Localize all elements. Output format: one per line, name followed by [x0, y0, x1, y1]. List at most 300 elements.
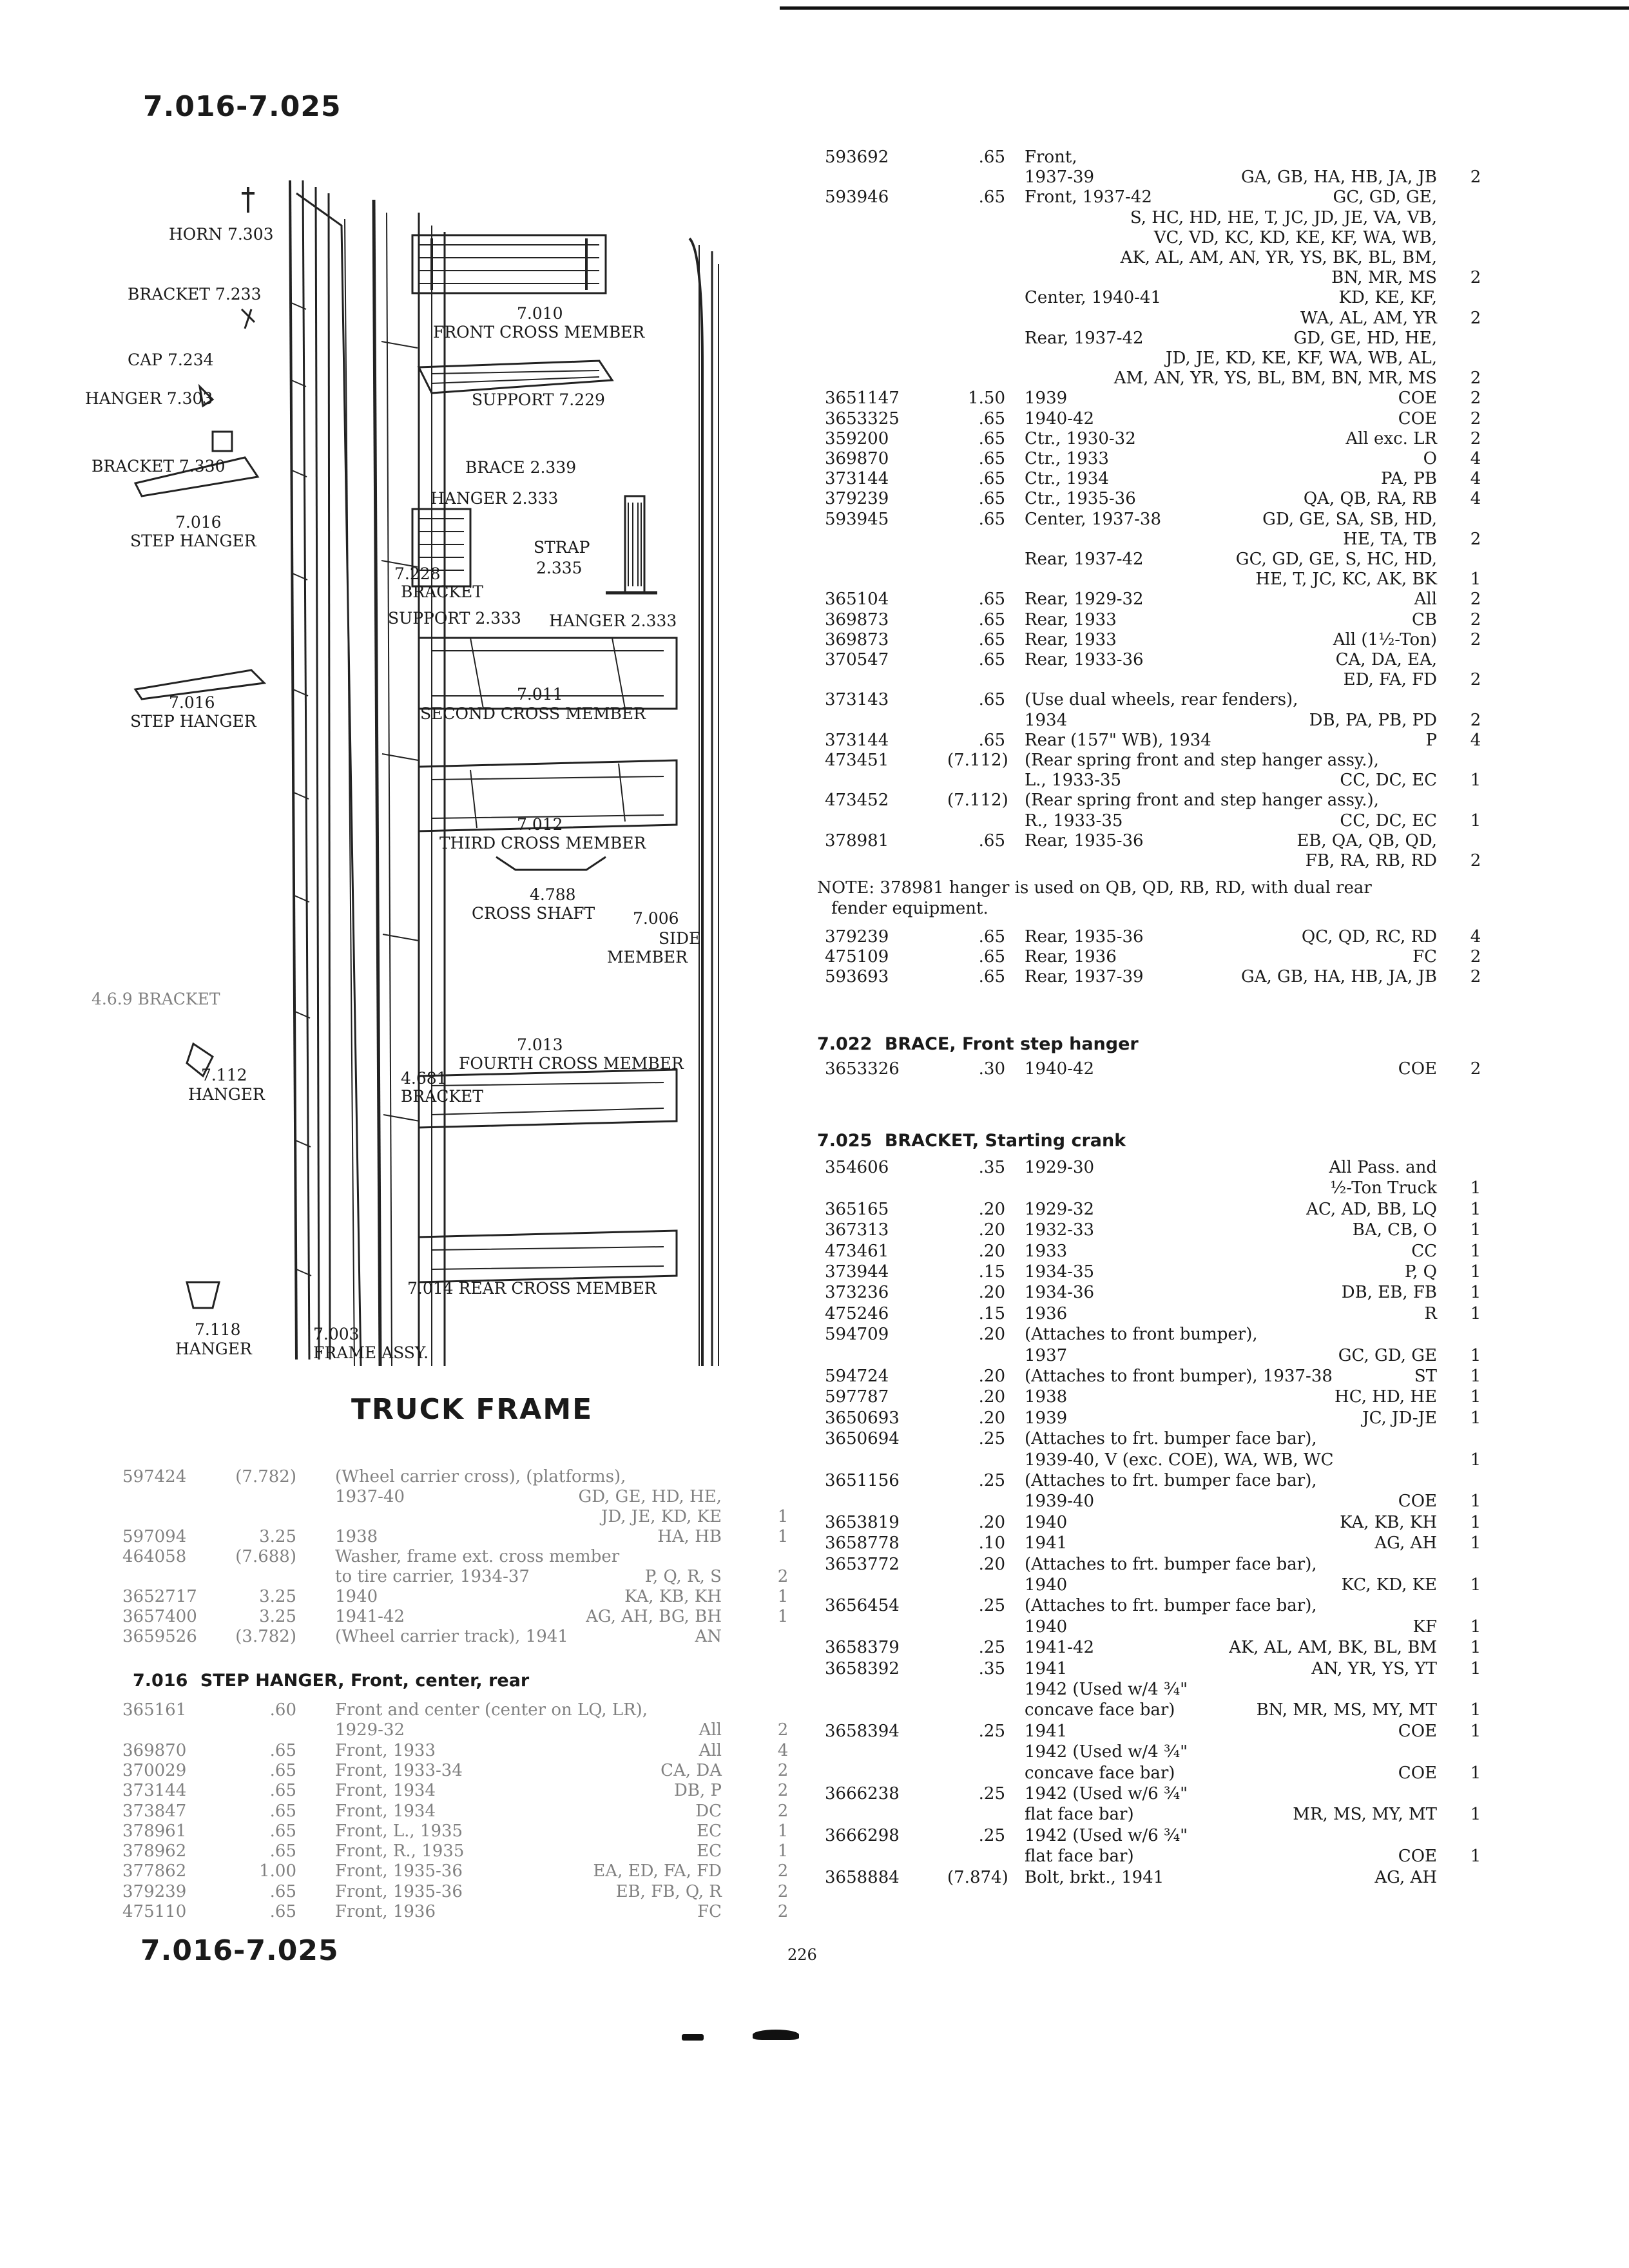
price: .15 — [978, 1262, 1005, 1282]
models: All — [699, 1740, 722, 1760]
label-hanger-2333-b: HANGER 2.333 — [549, 611, 677, 630]
table-row — [825, 450, 1495, 470]
description: 1934 — [1025, 710, 1068, 730]
price: .65 — [978, 831, 1005, 850]
models: COE — [1398, 1763, 1437, 1783]
part-number: 593945 — [825, 509, 889, 529]
price: 1.00 — [259, 1861, 296, 1881]
models: CA, DA — [660, 1760, 722, 1780]
quantity: 1 — [1470, 1345, 1481, 1365]
models: AG, AH — [1374, 1867, 1437, 1887]
table-row — [825, 1221, 1495, 1242]
description: Front, R., 1935 — [335, 1841, 465, 1861]
models: BN, MR, MS, MY, MT — [1256, 1700, 1437, 1720]
price: .20 — [978, 1241, 1005, 1261]
table-row — [825, 510, 1495, 530]
table-row — [825, 1847, 1495, 1868]
models: WA, AL, AM, YR — [1300, 308, 1437, 328]
models: AG, AH, BG, BH — [586, 1607, 722, 1626]
price: .65 — [978, 967, 1005, 986]
quantity: 1 — [1470, 1512, 1481, 1532]
label-hanger-7112-number: 7.112 — [201, 1066, 247, 1084]
label-rear-cross-member: 7.014 REAR CROSS MEMBER — [407, 1279, 657, 1298]
description: 1941-42 — [1025, 1638, 1095, 1658]
table-row — [825, 948, 1495, 968]
table-row — [825, 369, 1495, 389]
quantity: 1 — [1470, 1847, 1481, 1867]
part-number: 3651147 — [825, 389, 900, 408]
description: 1939 — [1025, 389, 1068, 408]
models: P — [1425, 730, 1437, 750]
description: (Attaches to frt. bumper face bar), — [1025, 1471, 1317, 1490]
note-line-2: fender equipment. — [831, 899, 988, 918]
models: S, HC, HD, HE, T, JC, JD, JE, VA, VB, — [1130, 207, 1437, 227]
models: HA, HB — [657, 1527, 722, 1546]
table-row — [825, 570, 1495, 590]
table-row — [825, 852, 1495, 872]
price: .25 — [978, 1784, 1005, 1803]
description: 1940 — [335, 1587, 378, 1606]
label-bracket-4681-number: 4.681 — [401, 1069, 447, 1088]
table-row — [825, 711, 1495, 731]
models: CA, DA, EA, — [1335, 650, 1437, 669]
models: COE — [1398, 1847, 1437, 1867]
models: KD, KE, KF, — [1338, 288, 1437, 308]
models: EC — [697, 1821, 722, 1841]
part-number: 3653325 — [825, 408, 900, 428]
table-row — [825, 329, 1495, 349]
part-number: 473451 — [825, 751, 889, 770]
models: GD, GE, HD, HE, — [578, 1487, 722, 1506]
table-row — [825, 731, 1495, 751]
table-row — [825, 832, 1495, 852]
price: 3.25 — [259, 1587, 296, 1606]
models: DB, EB, FB — [1341, 1283, 1437, 1303]
table-row — [825, 771, 1495, 791]
price: 1.50 — [968, 389, 1005, 408]
table-row — [825, 550, 1495, 570]
part-number: 464058 — [122, 1547, 187, 1566]
label-front-cross-number: 7.010 — [517, 304, 563, 323]
label-bracket-7228-number: 7.228 — [394, 564, 441, 583]
table-row — [825, 1534, 1495, 1555]
models: CB — [1412, 610, 1437, 629]
models: KF — [1412, 1617, 1437, 1637]
part-number: 379239 — [825, 489, 889, 509]
price: .65 — [978, 730, 1005, 750]
label-side-member-b: MEMBER — [607, 948, 688, 966]
quantity: 2 — [1470, 389, 1481, 408]
quantity: 4 — [1470, 730, 1481, 750]
quantity: 1 — [1470, 1575, 1481, 1595]
models: AK, AL, AM, AN, YR, YS, BK, BL, BM, — [1120, 248, 1437, 267]
models: JC, JD-JE — [1362, 1408, 1437, 1428]
part-number: 369870 — [825, 449, 889, 468]
price: .65 — [978, 187, 1005, 207]
description: 1941 — [1025, 1658, 1068, 1678]
price: .20 — [978, 1325, 1005, 1345]
description: Front, 1935-36 — [335, 1861, 463, 1881]
table-row — [825, 791, 1495, 811]
table-row — [122, 1508, 799, 1528]
section-7016-number: 7.016 — [133, 1671, 188, 1691]
description: 1942 (Used w/6 ¾" — [1025, 1825, 1188, 1845]
part-number: 3653772 — [825, 1554, 900, 1574]
description: Ctr., 1934 — [1025, 469, 1109, 489]
price: .25 — [978, 1429, 1005, 1449]
models: JD, JE, KD, KE — [601, 1507, 722, 1526]
quantity: 4 — [1470, 449, 1481, 468]
models: JD, JE, KD, KE, KF, WA, WB, AL, — [1166, 349, 1437, 368]
description: (Attaches to frt. bumper face bar), — [1025, 1429, 1317, 1449]
description: 1940-42 — [1025, 1059, 1095, 1079]
price: (7.112) — [947, 751, 1008, 770]
table-row — [825, 1785, 1495, 1805]
part-number: 475109 — [825, 947, 889, 966]
figure-title: TRUCK FRAME — [351, 1393, 593, 1426]
price: .20 — [978, 1512, 1005, 1532]
table-row — [825, 1283, 1495, 1304]
label-bracket-7330: BRACKET 7.330 — [92, 457, 226, 476]
quantity: 1 — [1470, 1450, 1481, 1470]
part-number: 3651156 — [825, 1471, 900, 1490]
models: All (1½-Ton) — [1333, 629, 1437, 649]
part-number: 370547 — [825, 650, 889, 669]
table-row — [825, 671, 1495, 691]
price: .25 — [978, 1825, 1005, 1845]
description: 1933 — [1025, 1241, 1068, 1261]
table-row — [825, 1555, 1495, 1576]
table-row — [825, 389, 1495, 409]
part-number: 3657400 — [122, 1607, 197, 1626]
quantity: 1 — [777, 1527, 789, 1546]
label-fourth-cross-member: FOURTH CROSS MEMBER — [459, 1054, 684, 1073]
price: .15 — [978, 1303, 1005, 1323]
table-row — [825, 249, 1495, 269]
part-number: 593693 — [825, 967, 889, 986]
label-step-hanger-2-number: 7.016 — [169, 693, 215, 712]
table-row — [122, 1721, 799, 1741]
description: Front, 1934 — [335, 1801, 436, 1821]
table-row — [825, 1409, 1495, 1430]
description: Rear, 1937-39 — [1025, 967, 1144, 986]
description: (Rear spring front and step hanger assy.), — [1025, 751, 1379, 770]
quantity: 1 — [1470, 1262, 1481, 1282]
models: COE — [1398, 389, 1437, 408]
part-number: 475110 — [122, 1902, 187, 1921]
part-number: 3666238 — [825, 1784, 900, 1803]
price: .65 — [269, 1902, 296, 1921]
note-line-1: NOTE: 378981 hanger is used on QB, QD, RB, RD, with dual rear — [817, 878, 1372, 898]
description: Rear, 1929-32 — [1025, 590, 1144, 610]
table-row — [122, 1762, 799, 1782]
description: 1937 — [1025, 1345, 1068, 1365]
price: .25 — [978, 1596, 1005, 1616]
models: FC — [697, 1902, 722, 1921]
price: .65 — [978, 148, 1005, 167]
description: 1938 — [1025, 1387, 1068, 1407]
label-brace-2339: BRACE 2.339 — [465, 458, 577, 477]
table-row — [122, 1742, 799, 1762]
table-row — [825, 968, 1495, 988]
price: .10 — [978, 1533, 1005, 1553]
price: .35 — [978, 1158, 1005, 1177]
description: Rear (157" WB), 1934 — [1025, 730, 1211, 750]
models: ½-Ton Truck — [1330, 1178, 1437, 1198]
quantity: 4 — [777, 1740, 789, 1760]
quantity: 2 — [777, 1567, 789, 1586]
label-support-2333: SUPPORT 2.333 — [388, 609, 521, 628]
description: 1939 — [1025, 1408, 1068, 1428]
description: Front and center (center on LQ, LR), — [335, 1700, 648, 1720]
label-second-cross-number: 7.011 — [517, 685, 563, 704]
table-row — [122, 1588, 799, 1608]
price: .20 — [978, 1199, 1005, 1219]
section-7025-title: BRACKET, Starting crank — [884, 1131, 1126, 1151]
description: 1929-32 — [335, 1720, 405, 1740]
quantity: 1 — [1470, 1658, 1481, 1678]
price: .65 — [269, 1760, 296, 1780]
label-side-member-number: 7.006 — [633, 909, 679, 928]
part-number: 373236 — [825, 1283, 889, 1303]
description: to tire carrier, 1934-37 — [335, 1567, 530, 1586]
models: FC — [1412, 947, 1437, 966]
section-7022-number: 7.022 — [817, 1034, 872, 1054]
label-hanger-2333-a: HANGER 2.333 — [430, 489, 559, 508]
part-number: 373944 — [825, 1262, 889, 1282]
label-frame-assy: FRAME ASSY. — [313, 1343, 429, 1362]
table-row — [122, 1822, 799, 1842]
part-number: 378961 — [122, 1821, 187, 1841]
quantity: 2 — [1470, 629, 1481, 649]
part-number: 473461 — [825, 1241, 889, 1261]
quantity: 2 — [777, 1902, 789, 1921]
description: Front, 1937-42 — [1025, 187, 1152, 207]
part-number: 597094 — [122, 1527, 187, 1546]
table-row — [825, 691, 1495, 711]
part-number: 373143 — [825, 690, 889, 710]
table-row — [825, 289, 1495, 309]
description: L., 1933-35 — [1025, 771, 1122, 791]
price: .65 — [269, 1821, 296, 1841]
price: .25 — [978, 1471, 1005, 1490]
part-number: 367313 — [825, 1220, 889, 1240]
description: 1934-35 — [1025, 1262, 1095, 1282]
quantity: 2 — [777, 1881, 789, 1901]
quantity: 2 — [1470, 428, 1481, 448]
description: 1939-40, V (exc. COE), WA, WB, WC — [1025, 1450, 1334, 1470]
table-row — [825, 309, 1495, 329]
models: AG, AH — [1374, 1533, 1437, 1553]
part-number: 3650693 — [825, 1408, 900, 1428]
part-number: 473452 — [825, 791, 889, 811]
table-row — [825, 430, 1495, 450]
table-row — [825, 490, 1495, 510]
quantity: 1 — [1470, 1303, 1481, 1323]
table-row — [825, 1805, 1495, 1826]
table-row — [825, 631, 1495, 651]
models: VC, VD, KC, KD, KE, KF, WA, WB, — [1153, 227, 1437, 247]
part-number: 379239 — [122, 1881, 187, 1901]
description: 1941 — [1025, 1533, 1068, 1553]
part-number: 365104 — [825, 590, 889, 610]
quantity: 1 — [1470, 1533, 1481, 1553]
label-frame-assy-number: 7.003 — [313, 1325, 360, 1343]
table-row — [122, 1468, 799, 1488]
label-third-cross-number: 7.012 — [517, 815, 563, 834]
description: 1940-42 — [1025, 408, 1095, 428]
table-row — [825, 168, 1495, 188]
models: EB, QA, QB, QD, — [1296, 831, 1437, 850]
description: concave face bar) — [1025, 1700, 1175, 1720]
price: (7.112) — [947, 791, 1008, 811]
models: CC, DC, EC — [1340, 771, 1437, 791]
part-number: 597424 — [122, 1467, 187, 1486]
price: .65 — [978, 690, 1005, 710]
label-bracket-4681: BRACKET — [401, 1087, 483, 1106]
part-number: 3658379 — [825, 1638, 900, 1658]
quantity: 1 — [1470, 570, 1481, 590]
table-row — [825, 1701, 1495, 1722]
table-row — [825, 1597, 1495, 1617]
models: GC, GD, GE, S, HC, HD, — [1235, 550, 1437, 569]
quantity: 2 — [777, 1781, 789, 1801]
quantity: 1 — [1470, 1283, 1481, 1303]
label-strap-number: 2.335 — [536, 559, 583, 577]
part-number: 3653819 — [825, 1512, 900, 1532]
part-number: 373144 — [825, 730, 889, 750]
description: Ctr., 1933 — [1025, 449, 1109, 468]
part-number: 3658884 — [825, 1867, 900, 1887]
label-step-hanger-1: STEP HANGER — [130, 532, 256, 550]
description: 1938 — [335, 1527, 378, 1546]
description: (Wheel carrier track), 1941 — [335, 1627, 568, 1646]
table-row — [825, 611, 1495, 631]
table-row — [825, 1639, 1495, 1659]
price: .65 — [978, 449, 1005, 468]
part-number: 378981 — [825, 831, 889, 850]
table-row — [825, 1827, 1495, 1847]
quantity: 4 — [1470, 469, 1481, 489]
price: 3.25 — [259, 1527, 296, 1546]
description: 1940 — [1025, 1512, 1068, 1532]
description: 1937-40 — [335, 1487, 405, 1506]
models: CC, DC, EC — [1340, 811, 1437, 831]
table-row — [825, 1367, 1495, 1388]
price: .20 — [978, 1220, 1005, 1240]
quantity: 2 — [1470, 610, 1481, 629]
table-row — [122, 1842, 799, 1862]
quantity: 2 — [777, 1861, 789, 1881]
table-row — [825, 812, 1495, 832]
description: 1929-30 — [1025, 1158, 1095, 1177]
models: EA, ED, FA, FD — [593, 1861, 722, 1881]
price: .20 — [978, 1367, 1005, 1386]
table-row — [122, 1883, 799, 1903]
models: HC, HD, HE — [1335, 1387, 1437, 1407]
quantity: 1 — [1470, 1700, 1481, 1720]
label-second-cross-member: SECOND CROSS MEMBER — [420, 704, 646, 723]
part-number: 594709 — [825, 1325, 889, 1345]
description: Rear, 1933-36 — [1025, 650, 1144, 669]
table-row — [825, 1158, 1495, 1179]
part-number: 597787 — [825, 1387, 889, 1407]
description: Rear, 1933 — [1025, 629, 1117, 649]
models: KA, KB, KH — [1340, 1512, 1437, 1532]
models: P, Q — [1404, 1262, 1437, 1282]
part-number: 359200 — [825, 428, 889, 448]
part-number: 365165 — [825, 1199, 889, 1219]
description: 1940 — [1025, 1617, 1068, 1637]
models: O — [1423, 449, 1437, 468]
models: PA, PB — [1380, 469, 1437, 489]
table-row — [122, 1862, 799, 1882]
models: QC, QD, RC, RD — [1301, 927, 1437, 947]
part-number: 354606 — [825, 1158, 889, 1177]
models: DB, P — [674, 1781, 722, 1801]
price: .65 — [978, 947, 1005, 966]
label-bracket-7228: BRACKET — [401, 582, 483, 601]
description: Center, 1940-41 — [1025, 288, 1161, 308]
label-support-7229: SUPPORT 7.229 — [472, 390, 605, 409]
quantity: 1 — [1470, 811, 1481, 831]
models: AN, YR, YS, YT — [1311, 1658, 1437, 1678]
table-row — [122, 1488, 799, 1508]
table-row — [825, 751, 1495, 771]
table-row — [825, 1325, 1495, 1346]
quantity: 2 — [777, 1801, 789, 1821]
quantity: 1 — [1470, 1241, 1481, 1261]
price: .65 — [978, 650, 1005, 669]
description: Rear, 1935-36 — [1025, 831, 1144, 850]
models: HE, T, JC, KC, AK, BK — [1255, 570, 1437, 590]
table-row — [825, 470, 1495, 490]
models: All Pass. and — [1329, 1158, 1437, 1177]
part-number: 3658778 — [825, 1533, 900, 1553]
part-number: 3650694 — [825, 1429, 900, 1449]
models: P, Q, R, S — [644, 1567, 722, 1586]
table-row — [825, 1388, 1495, 1408]
description: 1932-33 — [1025, 1220, 1095, 1240]
label-step-hanger-2: STEP HANGER — [130, 712, 256, 731]
price: .65 — [978, 590, 1005, 610]
models: HE, TA, TB — [1343, 529, 1437, 549]
description: Ctr., 1935-36 — [1025, 489, 1136, 509]
models: BA, CB, O — [1352, 1220, 1437, 1240]
quantity: 2 — [1470, 168, 1481, 187]
quantity: 2 — [1470, 268, 1481, 288]
description: 1941-42 — [335, 1607, 405, 1626]
models: COE — [1398, 1492, 1437, 1512]
part-number: 593692 — [825, 148, 889, 167]
part-number: 3658394 — [825, 1721, 900, 1741]
quantity: 1 — [777, 1841, 789, 1861]
models: All — [1414, 590, 1437, 610]
table-row — [122, 1782, 799, 1802]
part-number: 379239 — [825, 927, 889, 947]
description: Rear, 1936 — [1025, 947, 1117, 966]
price: .65 — [978, 428, 1005, 448]
price: .20 — [978, 1554, 1005, 1574]
price: .65 — [269, 1801, 296, 1821]
table-row — [825, 1347, 1495, 1367]
quantity: 1 — [777, 1821, 789, 1841]
price: .65 — [269, 1781, 296, 1801]
table-row — [122, 1701, 799, 1721]
table-row — [122, 1608, 799, 1628]
part-number: 475246 — [825, 1303, 889, 1323]
part-number: 3658392 — [825, 1658, 900, 1678]
